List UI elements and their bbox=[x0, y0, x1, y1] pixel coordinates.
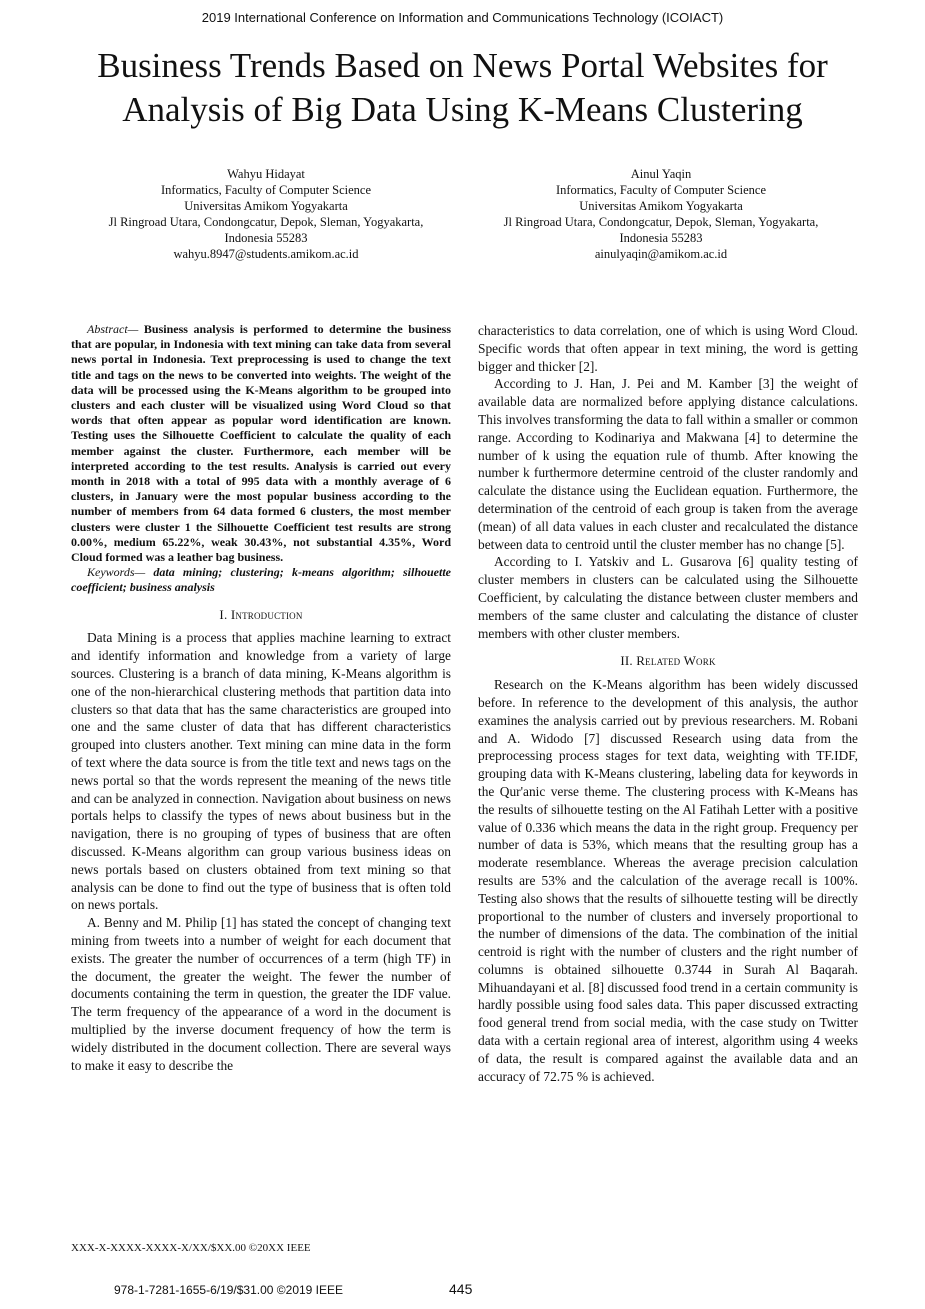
author-name: Wahyu Hidayat bbox=[227, 167, 305, 181]
keywords-text: data mining; clustering; k-means algorithm; silhouette coefficient; business analysis bbox=[71, 565, 451, 595]
author-block-1 bbox=[56, 166, 476, 262]
abstract-lead: Abstract— bbox=[87, 322, 139, 336]
section-heading-introduction: I. Introduction bbox=[219, 606, 303, 622]
footer-copyright-placeholder: XXX-X-XXXX-XXXX-X/XX/$XX.00 ©20XX IEEE bbox=[71, 1242, 311, 1254]
title-line-1: Business Trends Based on News Portal Websites for bbox=[97, 46, 828, 85]
abstract bbox=[71, 322, 451, 565]
author-department: Informatics, Faculty of Computer Science bbox=[555, 183, 766, 197]
section-heading-related-work: II. Related Work bbox=[620, 653, 716, 669]
title-line-2: Analysis of Big Data Using K-Means Clustering bbox=[122, 90, 803, 129]
author-university: Universitas Amikom Yogyakarta bbox=[184, 199, 348, 213]
conference-header: 2019 International Conference on Information and Communications Technology (ICOIACT) bbox=[201, 10, 724, 25]
intro-paragraph-4: According to J. Han, J. Pei and M. Kamber [3] the weight of available data are normalized before applying distance calculations. This involves transforming the data to fall within a smaller or common range. According to Kodinariya and Makwana [4] to determine the number of k using the equation rule of thumb. After knowing the number k furthermore determine centroid of the cluster randomly and calculate the distance using the Euclidean equation. Furthermore, the determination of the centroid of each group is taken from the average (mean) of all data values in each cluster and recalculated the distance between data to centroid until the cluster member has no change [5]. bbox=[478, 376, 858, 552]
intro-paragraph-5: According to I. Yatskiv and L. Gusarova [6] quality testing of cluster members in clusters can be calculated using the Silhouette Coefficient, by calculating the distance between cluster members and members of the same cluster and calculating the distance of cluster members with other cluster members. bbox=[478, 554, 858, 641]
right-column bbox=[478, 322, 858, 1085]
author-name: Ainul Yaqin bbox=[630, 167, 692, 181]
intro-paragraph-2: A. Benny and M. Philip [1] has stated the concept of changing text mining from tweets into a number of weight for each document that exists. The greater the number of occurrences of a term (high TF) in the document, the greater the weight. The fewer the number of documents containing the term in question, the greater the IDF value. The term frequency of the appearance of a word in the document is multiplied by the inverse document frequency of how the term is widely distributed in the document collection. There are several ways to make it easy to describe the bbox=[71, 915, 451, 1073]
author-email: ainulyaqin@amikom.ac.id bbox=[594, 247, 728, 261]
author-address-country: Indonesia 55283 bbox=[224, 231, 308, 245]
keywords bbox=[71, 565, 451, 595]
author-department: Informatics, Faculty of Computer Science bbox=[160, 183, 371, 197]
page-number: 445 bbox=[449, 1281, 473, 1297]
keywords-lead: Keywords— bbox=[87, 565, 146, 580]
author-university: Universitas Amikom Yogyakarta bbox=[579, 199, 743, 213]
author-address: Jl Ringroad Utara, Condongcatur, Depok, Sleman, Yogyakarta, bbox=[108, 215, 424, 229]
intro-paragraph-1: Data Mining is a process that applies machine learning to extract and identify information and knowledge from a variety of large sources. Clustering is a branch of data mining, K-Means algorithm is one of the non-hierarchical clustering methods that partition data into clusters so that data that has the same characteristics are grouped into one and the same cluster of data that has different characteristics grouped into clusters another. Text mining can mine data in the form of text where the data source is from the title text and news tags on the news portal so that the words represent the meaning of the news title and can be analyzed in connection. Navigation about business on news portals helps to classify the types of news about business but in the navigation, there is no grouping of types of business that are often discussed. K-Means algorithm can group various business ideas on news portals based on clusters obtained from text mining so that analysis can be done to find out the type of business that is often told on news portals. bbox=[71, 630, 451, 913]
author-block-2 bbox=[451, 166, 871, 262]
footer-isbn: 978-1-7281-1655-6/19/$31.00 ©2019 IEEE bbox=[114, 1283, 344, 1297]
abstract-text: Business analysis is performed to determine the business that are popular, in Indonesia with text mining can take data from several news portal in Indonesia. Text preprocessing is used to change the text title and tags on the news to be converted into weights. The weight of the data will be processed using the K-Means algorithm to be grouped into clusters and each cluster will be visualized using Word Cloud so that words that often appear as popular word identification are known. Testing uses the Silhouette Coefficient to calculate the quality of each member against the cluster. Furthermore, each member will be interpreted according to the test results. Analysis is carried out every month in 2018 with a total of 995 data with a monthly average of 6 clusters, in January were the most popular business according to the number of members from 64 data formed 6 clusters, the most member clusters were cluster 1 the Silhouette Coefficient test results are strong 0.00%, medium 65.22%, weak 30.43%, not substantial 4.35%, Word Cloud formed was a leather bag business. bbox=[71, 322, 451, 565]
author-email: wahyu.8947@students.amikom.ac.id bbox=[173, 247, 359, 261]
author-address: Jl Ringroad Utara, Condongcatur, Depok, Sleman, Yogyakarta, bbox=[503, 215, 819, 229]
intro-paragraph-3: characteristics to data correlation, one of which is using Word Cloud. Specific words that often appear in text mining, the word is getting bigger and thicker [2]. bbox=[478, 323, 858, 374]
paper-title bbox=[40, 44, 885, 132]
left-column bbox=[71, 322, 451, 1074]
related-work-paragraph: Research on the K-Means algorithm has been widely discussed before. In reference to the development of this analysis, the author examines the analysis carried out by previous researchers. M. Robani and A. Widodo [7] discussed Research using data from the preprocessing process stages for text data, weighting with TF.IDF, grouping data with K-Means clustering, labeling data for keywords in the Qur'anic verse theme. The clustering process with K-Means has the results of silhouette testing on the Al Fatihah Letter with a positive value of 0.336 which means the data in the right group. Frequency per number of data is 53%, which means that the resulting group has a moderate resemblance. Whereas the average precision calculation results are 53% and the calculation of the average recall is 100%. Testing also shows that the results of silhouette testing will be directly proportional to the number of clusters and inversely proportional to the number of dimensions of the data. The combination of the initial centroid is right with the number of clusters and the right number of columns is obtained silhouette 0.3744 in Surah Al Baqarah. Mihuandayani et al. [8] discussed food trend in a certain community is hardly possible using food sales data. This paper discussed extracting food general trend from social media, with the case study on Twitter data with a certain regional area of interest, algorithm using 4 weeks of data, the result is compared against the available data and an accuracy of 72.75 % is achieved. bbox=[478, 677, 858, 1084]
author-address-country: Indonesia 55283 bbox=[619, 231, 703, 245]
